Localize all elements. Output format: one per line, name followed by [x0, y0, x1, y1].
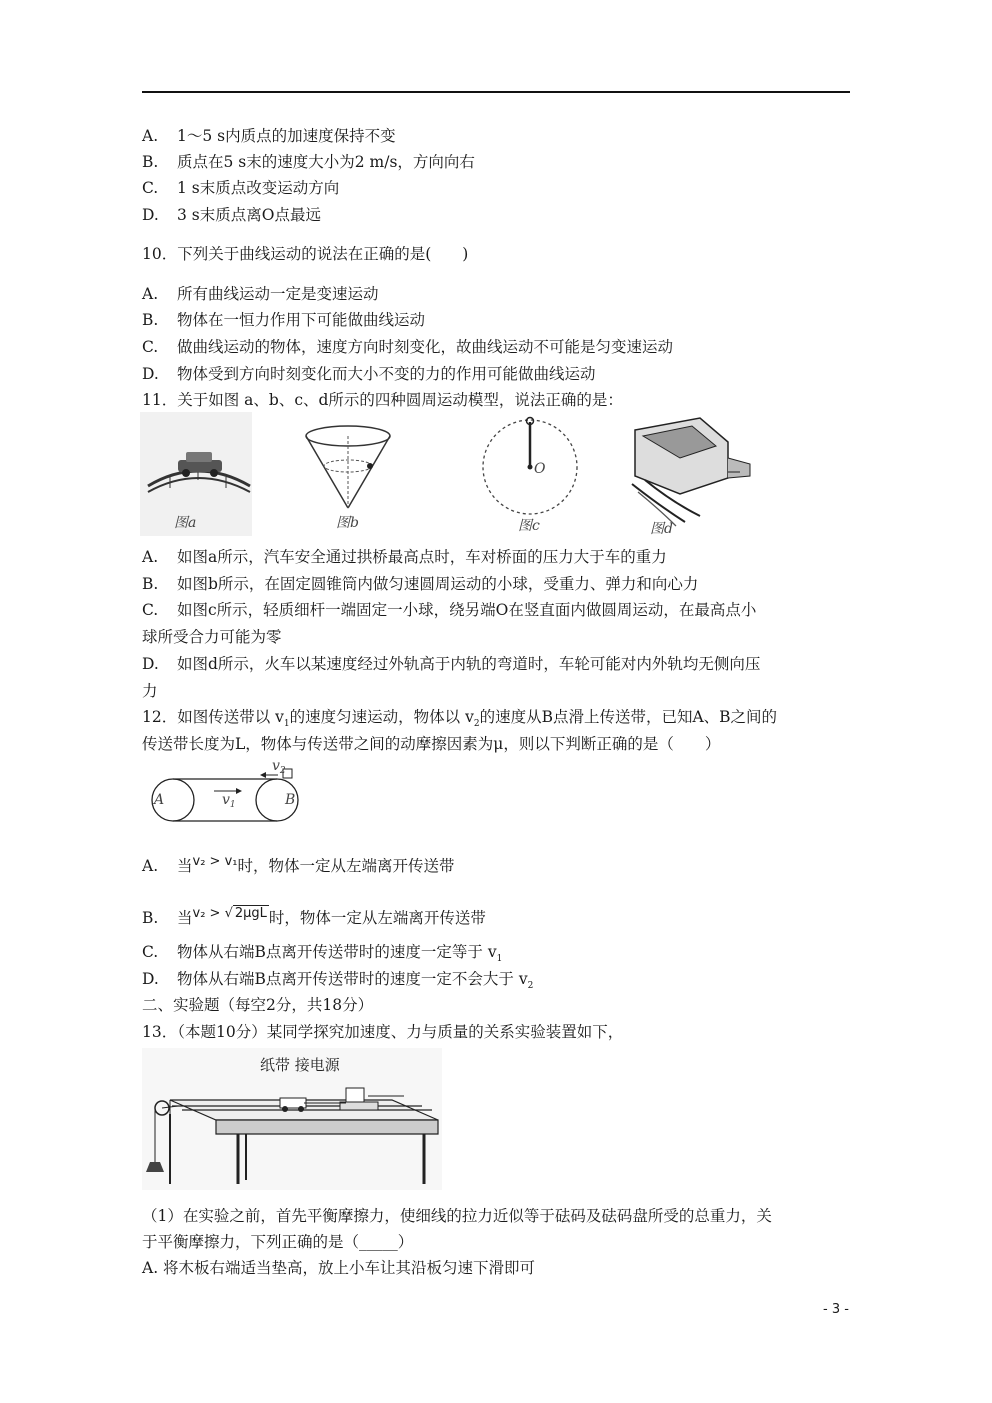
caption-a: 图a [174, 515, 197, 531]
figure-label: 纸带 接电源 [260, 1056, 340, 1074]
q11-option-a: A. 如图a所示，汽车安全通过拱桥最高点时，车对桥面的压力大于车的重力 [142, 548, 667, 566]
conveyor-figure [142, 758, 312, 830]
q9-option-c: C. 1 s末质点改变运动方向 [142, 179, 340, 197]
figure-a-bridge [140, 412, 252, 536]
q11-stem: 11．关于如图 a、b、c、d所示的四种圆周运动模型，说法正确的是： [142, 391, 623, 409]
q9-option-b: B. 质点在5 s末的速度大小为2 m/s，方向向右 [142, 153, 475, 171]
q10-stem: 10．下列关于曲线运动的说法在正确的是( ) [142, 245, 469, 263]
q11-figures [140, 412, 760, 542]
caption-b: 图b [336, 515, 359, 531]
q10-option-c: C. 做曲线运动的物体，速度方向时刻变化，故曲线运动不可能是匀变速运动 [142, 338, 674, 356]
q11-option-c: C. 如图c所示，轻质细杆一端固定一小球，绕另端O在竖直面内做圆周运动，在最高点小 [142, 601, 757, 619]
section-2-heading: 二、实验题（每空2分，共18分） [142, 996, 374, 1014]
experiment-figure [142, 1048, 442, 1190]
q10-option-b: B. 物体在一恒力作用下可能做曲线运动 [142, 311, 426, 329]
q12-option-a: A. 当$^{v_2 > v_1}$时，物体一定从左端离开传送带 [142, 854, 455, 875]
q10-option-d: D. 物体受到方向时刻变化而大小不变的力的作用可能做曲线运动 [142, 365, 596, 383]
q13-stem: 13．（本题10分）某同学探究加速度、力与质量的关系实验装置如下， [142, 1023, 624, 1041]
caption-d: 图d [650, 521, 673, 537]
q9-option-d: D. 3 s末质点离O点最远 [142, 206, 321, 224]
q12-option-c: C. 物体从右端B点离开传送带时的速度一定等于 $v_1$ [142, 943, 503, 965]
q11-option-d-cont: 力 [142, 682, 158, 700]
center-label-o: O [534, 461, 546, 477]
q11-option-c-cont: 球所受合力可能为零 [142, 628, 282, 646]
q12-stem-line2: 传送带长度为L，物体与传送带之间的动摩擦因素为μ，则以下判断正确的是（ ） [142, 735, 721, 753]
q13-sub1-line2: 于平衡摩擦力，下列正确的是（_____） [142, 1233, 414, 1251]
page-number: - 3 - [823, 1302, 849, 1317]
label-b: B [285, 792, 296, 808]
header-rule [142, 91, 850, 93]
q11-option-b: B. 如图b所示，在固定圆锥筒内做匀速圆周运动的小球，受重力、弹力和向心力 [142, 575, 699, 593]
figure-c-circle [483, 418, 577, 535]
label-a: A [154, 792, 165, 808]
q12-option-d: D. 物体从右端B点离开传送带时的速度一定不会大于 $v_2$ [142, 970, 534, 992]
caption-c: 图c [518, 518, 540, 534]
q13-option-a: A. 将木板右端适当垫高，放上小车让其沿板匀速下滑即可 [142, 1259, 536, 1277]
q10-option-a: A. 所有曲线运动一定是变速运动 [142, 285, 379, 303]
q12-stem-line1: 12．如图传送带以 $v_1$的速度匀速运动，物体以 $v_2$的速度从B点滑上传送带，已知A、B之间的 [142, 708, 778, 730]
q12-option-b: B. 当$^{v_2 > √ 2\mu gL}$ 时，物体一定从左端离开传送带 [142, 906, 486, 927]
q13-sub1-line1: （1）在实验之前，首先平衡摩擦力，使细线的拉力近似等于砝码及砝码盘所受的总重力，关 [142, 1207, 772, 1225]
q11-option-d: D. 如图d所示，火车以某速度经过外轨高于内轨的弯道时，车轮可能对内外轨均无侧向压 [142, 655, 761, 673]
figure-d-train [632, 418, 750, 537]
label-v1: $v_1$ [222, 792, 236, 810]
label-v2: $v_2$ [272, 758, 286, 776]
q9-option-a: A. 1～5 s内质点的加速度保持不变 [142, 127, 396, 145]
figure-b-cone [306, 426, 390, 531]
